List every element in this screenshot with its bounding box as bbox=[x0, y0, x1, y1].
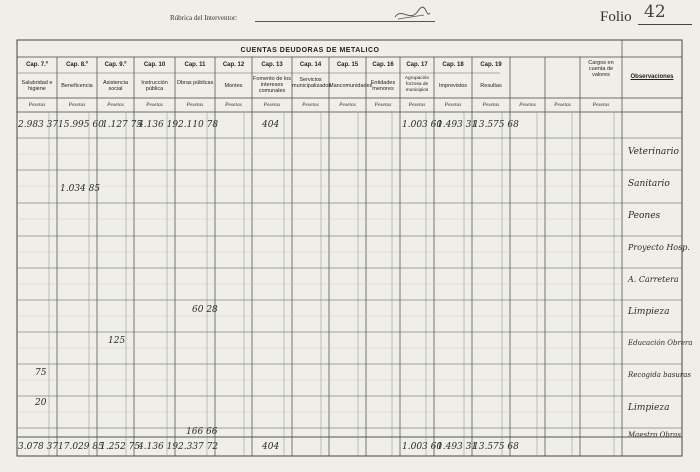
total-salubridad: 3.078 37 bbox=[18, 442, 59, 452]
col-cap: Cap. 14 bbox=[299, 62, 322, 68]
amount-beneficencia-sanitario: 1.034 85 bbox=[60, 184, 101, 194]
col-cap: Cap. 17 bbox=[406, 62, 428, 68]
amount-beneficencia: 15.995 60 bbox=[58, 120, 104, 130]
amount-asistencia-educacion: 125 bbox=[108, 336, 126, 346]
amount-resultas: 13.575 68 bbox=[473, 120, 519, 130]
col-cap: Cap. 18 bbox=[442, 62, 464, 68]
col-cap: Cap. 7.º bbox=[26, 62, 48, 68]
col-unit: Pesetas bbox=[482, 102, 500, 108]
col-cap: Cap. 8.º bbox=[66, 62, 88, 68]
amount-salubridad-limpieza: 20 bbox=[35, 398, 47, 408]
col-name: Entidades menores bbox=[370, 80, 396, 92]
total-instruccion: 4.136 19 bbox=[138, 442, 179, 452]
folio-label: Folio bbox=[600, 9, 632, 25]
col-name: Asistencia social bbox=[102, 80, 129, 92]
col-unit: Pesetas bbox=[592, 102, 610, 108]
col-name: Instrucción pública bbox=[141, 80, 168, 92]
col-name: Cargos en cuenta de valores bbox=[588, 60, 614, 78]
obs-carretera: A. Carretera bbox=[628, 275, 679, 284]
col-cap: Cap. 12 bbox=[222, 62, 245, 68]
col-unit: Pesetas bbox=[519, 102, 536, 108]
col-name: Fomento de los intereses comunales bbox=[253, 76, 291, 94]
col-cap: Cap. 13 bbox=[261, 62, 283, 68]
amount-imprevistos: 1.493 31 bbox=[437, 120, 478, 130]
col-name: Montes bbox=[224, 83, 243, 89]
col-unit: Pesetas bbox=[554, 102, 571, 108]
col-unit: Pesetas bbox=[374, 102, 392, 108]
total-beneficencia: 17.029 85 bbox=[58, 442, 104, 452]
col-name: Mancomunidades bbox=[329, 83, 373, 89]
obs-veterinario: Veterinario bbox=[628, 147, 679, 157]
col-unit: Pesetas bbox=[68, 102, 86, 108]
col-cap: Cap. 11 bbox=[184, 62, 206, 68]
col-cap: Cap. 16 bbox=[372, 62, 394, 68]
amount-agrupacion: 1.003 60 bbox=[402, 120, 443, 130]
total-imprevistos: 1.493 31 bbox=[437, 442, 478, 452]
col-cap: Cap. 9.º bbox=[104, 62, 127, 68]
col-cap: Cap. 19 bbox=[480, 62, 502, 68]
obs-limpieza-2: Limpieza bbox=[628, 403, 670, 413]
col-unit: Pesetas bbox=[186, 102, 204, 108]
col-name: Agrupación forzosa de municipios bbox=[404, 76, 430, 93]
obs-limpieza: Limpieza bbox=[628, 307, 670, 317]
total-resultas: 13.575 68 bbox=[473, 442, 519, 452]
total-obras: 2.337 72 bbox=[178, 442, 219, 452]
col-unit: Pesetas bbox=[225, 102, 242, 108]
col-unit: Pesetas bbox=[146, 102, 163, 108]
amount-asistencia: 1.127 75 bbox=[102, 120, 143, 130]
col-unit: Pesetas bbox=[28, 102, 46, 108]
col-unit: Pesetas bbox=[302, 102, 319, 108]
col-name: Imprevistos bbox=[438, 83, 468, 89]
amount-obras-maestro: 166 66 bbox=[186, 427, 218, 437]
col-name: Obras públicas bbox=[176, 80, 214, 86]
col-unit: Pesetas bbox=[107, 102, 124, 108]
amount-obras-limpieza: 60 28 bbox=[192, 305, 218, 315]
obs-sanitario: Sanitario bbox=[628, 179, 670, 189]
col-unit: Pesetas bbox=[444, 102, 462, 108]
col-cap: Cap. 10 bbox=[143, 62, 166, 68]
col-unit: Pesetas bbox=[263, 102, 281, 108]
folio-number: 42 bbox=[644, 2, 666, 22]
total-fomento: 404 bbox=[262, 442, 280, 452]
amount-salubridad-basuras: 75 bbox=[35, 368, 47, 378]
col-cap: Cap. 15 bbox=[336, 62, 359, 68]
col-name: Resultas bbox=[480, 83, 502, 89]
amount-instruccion: 4.136 19 bbox=[138, 120, 179, 130]
section-title: CUENTAS DEUDORAS DE METALICO bbox=[240, 47, 380, 54]
obs-maestro: Maestro Obras bbox=[628, 431, 682, 439]
obs-basuras: Recogida basuras bbox=[628, 371, 692, 379]
col-unit: Pesetas bbox=[408, 102, 426, 108]
observaciones-header: Observaciones bbox=[630, 74, 674, 80]
col-unit: Pesetas bbox=[339, 102, 356, 108]
obs-proyecto: Proyecto Hosp. bbox=[628, 243, 690, 252]
amount-fomento: 404 bbox=[262, 120, 280, 130]
amount-obras: 2.110 78 bbox=[178, 120, 219, 130]
total-asistencia: 1.252 75 bbox=[100, 442, 141, 452]
obs-educacion: Educación Obrera bbox=[628, 339, 693, 347]
rubrica-label: Rúbrica del Interventor: bbox=[170, 14, 238, 22]
obs-peones: Peones bbox=[628, 211, 661, 221]
col-name: Servicios municipalizados bbox=[292, 77, 332, 89]
col-name: Beneficencia bbox=[61, 83, 93, 89]
col-name: Salubridad e higiene bbox=[21, 80, 53, 92]
amount-salubridad: 2.983 37 bbox=[18, 120, 59, 130]
total-agrupacion: 1.003 60 bbox=[402, 442, 443, 452]
